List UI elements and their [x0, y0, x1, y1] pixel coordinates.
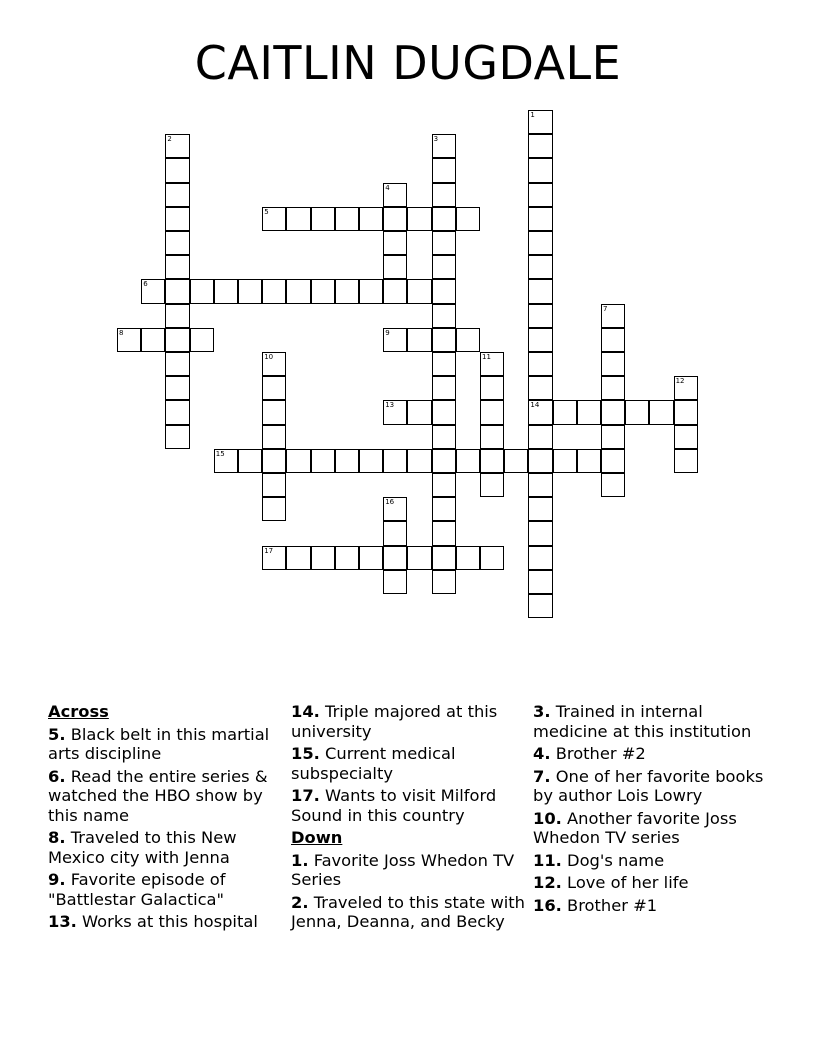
- cell-number: 1: [530, 111, 535, 119]
- grid-cell[interactable]: [165, 231, 189, 255]
- grid-cell[interactable]: [383, 521, 407, 545]
- cell-number: 4: [385, 183, 390, 192]
- grid-cell[interactable]: [528, 279, 552, 303]
- clue-across-13[interactable]: 13. Works at this hospital: [48, 912, 258, 931]
- grid-cell[interactable]: [480, 352, 504, 376]
- clue-down-4[interactable]: 4. Brother #2: [533, 744, 646, 763]
- grid-cell[interactable]: [528, 328, 552, 352]
- grid-cell[interactable]: [262, 497, 286, 521]
- grid-cell[interactable]: [165, 352, 189, 376]
- grid-cell[interactable]: [407, 546, 431, 570]
- grid-cell[interactable]: [528, 473, 552, 497]
- grid-cell[interactable]: [601, 304, 625, 328]
- grid-cell[interactable]: [262, 376, 286, 400]
- cell-number: 2: [167, 135, 172, 144]
- grid-cell[interactable]: [480, 425, 504, 449]
- cell-number: 6: [143, 280, 148, 289]
- cell-number: 14: [530, 401, 540, 410]
- grid-cell[interactable]: [674, 400, 698, 424]
- clue-across-5[interactable]: 5. Black belt in this martial arts discipline: [48, 724, 270, 763]
- grid-cell[interactable]: [383, 255, 407, 279]
- grid-cell[interactable]: [311, 449, 335, 473]
- clue-down-7[interactable]: 7. One of her favorite books by author Lois Lowry: [533, 766, 764, 805]
- grid-cell[interactable]: [432, 400, 456, 424]
- grid-cell[interactable]: [165, 425, 189, 449]
- grid-cell[interactable]: [407, 207, 431, 231]
- cell-number: 9: [385, 328, 390, 337]
- grid-cell[interactable]: [480, 376, 504, 400]
- grid-cell[interactable]: [165, 207, 189, 231]
- grid-cell[interactable]: [577, 449, 601, 473]
- clue-across-15[interactable]: 15. Current medical subspecialty: [291, 744, 456, 783]
- grid-cell[interactable]: [601, 352, 625, 376]
- grid-cell[interactable]: [359, 546, 383, 570]
- grid-cell[interactable]: [528, 400, 552, 424]
- grid-cell[interactable]: [165, 400, 189, 424]
- grid-cell[interactable]: [674, 376, 698, 400]
- clue-down-2[interactable]: 2. Traveled to this state with Jenna, Deanna, and Becky: [291, 892, 525, 931]
- grid-cell[interactable]: [432, 231, 456, 255]
- grid-cell[interactable]: [432, 183, 456, 207]
- cell-number: 15: [215, 449, 225, 458]
- grid-cell[interactable]: [528, 546, 552, 570]
- grid-cell[interactable]: [190, 328, 214, 352]
- clue-column-2: [291, 702, 527, 935]
- grid-cell[interactable]: [432, 449, 456, 473]
- cell-number: 5: [264, 207, 269, 216]
- grid-cell[interactable]: [286, 279, 310, 303]
- grid-cell[interactable]: [432, 328, 456, 352]
- grid-cell[interactable]: [335, 449, 359, 473]
- grid-cell[interactable]: [528, 158, 552, 182]
- grid-cell[interactable]: [383, 231, 407, 255]
- clue-across-8[interactable]: 8. Traveled to this New Mexico city with Jenna: [48, 828, 237, 867]
- grid-cell[interactable]: [165, 279, 189, 303]
- grid-cell[interactable]: [528, 207, 552, 231]
- grid-cell[interactable]: [383, 497, 407, 521]
- grid-cell[interactable]: [601, 425, 625, 449]
- grid-cell[interactable]: [528, 425, 552, 449]
- clue-down-11[interactable]: 11. Dog's name: [533, 850, 665, 870]
- grid-cell[interactable]: [238, 279, 262, 303]
- grid-cell[interactable]: [674, 449, 698, 473]
- grid-cell[interactable]: [165, 255, 189, 279]
- across-header: Across: [48, 702, 109, 721]
- grid-cell[interactable]: [286, 207, 310, 231]
- grid-cell[interactable]: [432, 255, 456, 279]
- cell-number: 17: [264, 546, 274, 555]
- grid-cell[interactable]: [165, 183, 189, 207]
- grid-cell[interactable]: [359, 279, 383, 303]
- grid-cell[interactable]: [407, 328, 431, 352]
- grid-cell[interactable]: [480, 546, 504, 570]
- grid-cell[interactable]: [432, 425, 456, 449]
- grid-cell[interactable]: [165, 304, 189, 328]
- grid-cell[interactable]: [262, 546, 286, 570]
- grid-cell[interactable]: [262, 352, 286, 376]
- grid-cell[interactable]: [528, 449, 552, 473]
- grid-cell[interactable]: [359, 449, 383, 473]
- grid-cell[interactable]: [432, 134, 456, 158]
- grid-cell[interactable]: [214, 279, 238, 303]
- grid-cell[interactable]: [165, 328, 189, 352]
- clue-down-1[interactable]: 1. Favorite Joss Whedon TV Series: [291, 850, 515, 889]
- grid-cell[interactable]: [456, 328, 480, 352]
- grid-cell[interactable]: [359, 207, 383, 231]
- grid-cell[interactable]: [117, 328, 141, 352]
- grid-cell[interactable]: [383, 183, 407, 207]
- grid-cell[interactable]: [528, 255, 552, 279]
- grid-cell[interactable]: [407, 400, 431, 424]
- grid-cell[interactable]: [480, 473, 504, 497]
- grid-cell[interactable]: [601, 376, 625, 400]
- grid-cell[interactable]: [432, 376, 456, 400]
- grid-cell[interactable]: [165, 376, 189, 400]
- clue-down-3[interactable]: 3. Trained in internal medicine at this institution: [533, 702, 752, 741]
- grid-cell[interactable]: [432, 207, 456, 231]
- clue-down-16[interactable]: 16. Brother #1: [533, 895, 658, 915]
- grid-cell[interactable]: [625, 400, 649, 424]
- grid-cell[interactable]: [165, 158, 189, 182]
- grid-cell[interactable]: [528, 497, 552, 521]
- grid-cell[interactable]: [528, 134, 552, 158]
- grid-cell[interactable]: [528, 570, 552, 594]
- grid-cell[interactable]: [286, 449, 310, 473]
- grid-cell[interactable]: [432, 304, 456, 328]
- grid-cell[interactable]: [238, 449, 262, 473]
- grid-cell[interactable]: [165, 134, 189, 158]
- grid-cell[interactable]: [504, 449, 528, 473]
- grid-cell[interactable]: [262, 473, 286, 497]
- grid-cell[interactable]: [214, 449, 238, 473]
- grid-cell[interactable]: [262, 207, 286, 231]
- clue-column-1: [48, 702, 284, 935]
- grid-cell[interactable]: [432, 279, 456, 303]
- cell-number: 10: [264, 353, 274, 361]
- grid-cell[interactable]: [601, 400, 625, 424]
- cell-number: 3: [433, 135, 439, 144]
- grid-cell[interactable]: [383, 279, 407, 303]
- grid-cell[interactable]: [528, 521, 552, 545]
- grid-cell[interactable]: [432, 473, 456, 497]
- grid-cell[interactable]: [456, 449, 480, 473]
- grid-cell[interactable]: [335, 546, 359, 570]
- grid-cell[interactable]: [383, 570, 407, 594]
- grid-cell[interactable]: [601, 473, 625, 497]
- grid-cell[interactable]: [383, 400, 407, 424]
- grid-cell[interactable]: [456, 546, 480, 570]
- clue-across-17[interactable]: 17. Wants to visit Milford Sound in this country: [291, 786, 497, 825]
- grid-cell[interactable]: [480, 449, 504, 473]
- grid-cell[interactable]: [190, 279, 214, 303]
- grid-cell[interactable]: [335, 279, 359, 303]
- grid-cell[interactable]: [335, 207, 359, 231]
- cell-number: 16: [385, 498, 395, 507]
- grid-cell[interactable]: [456, 207, 480, 231]
- grid-cell[interactable]: [528, 304, 552, 328]
- grid-cell[interactable]: [528, 110, 552, 134]
- grid-cell[interactable]: [577, 400, 601, 424]
- grid-cell[interactable]: [480, 400, 504, 424]
- grid-cell[interactable]: [141, 328, 165, 352]
- grid-cell[interactable]: [407, 279, 431, 303]
- grid-cell[interactable]: [601, 328, 625, 352]
- grid-cell[interactable]: [432, 158, 456, 182]
- grid-cell[interactable]: [383, 328, 407, 352]
- grid-cell[interactable]: [432, 570, 456, 594]
- grid-cell[interactable]: [311, 546, 335, 570]
- grid-cell[interactable]: [383, 207, 407, 231]
- grid-cell[interactable]: [383, 546, 407, 570]
- grid-cell[interactable]: [649, 400, 673, 424]
- grid-cell[interactable]: [311, 207, 335, 231]
- grid-cell[interactable]: [553, 400, 577, 424]
- grid-cell[interactable]: [528, 376, 552, 400]
- cell-number: 11: [482, 353, 491, 361]
- cell-number: 13: [385, 401, 395, 410]
- grid-cell[interactable]: [383, 449, 407, 473]
- grid-cell[interactable]: [286, 546, 310, 570]
- grid-cell[interactable]: [262, 279, 286, 303]
- grid-cell[interactable]: [432, 497, 456, 521]
- clue-across-6[interactable]: 6. Read the entire series & watched the HBO show by this name: [48, 766, 268, 825]
- clue-column-3: [533, 702, 769, 918]
- grid-cell[interactable]: [432, 546, 456, 570]
- grid-cell[interactable]: [141, 279, 165, 303]
- grid-cell[interactable]: [262, 400, 286, 424]
- clue-across-9[interactable]: 9. Favorite episode of "Battlestar Galactica": [48, 870, 226, 909]
- grid-cell[interactable]: [528, 594, 552, 618]
- clue-down-10[interactable]: 10. Another favorite Joss Whedon TV series: [533, 808, 737, 847]
- clue-down-12[interactable]: 12. Love of her life: [533, 873, 689, 892]
- down-header: Down: [291, 828, 343, 847]
- grid-cell[interactable]: [262, 425, 286, 449]
- grid-cell[interactable]: [262, 449, 286, 473]
- cell-number: 7: [603, 304, 608, 313]
- grid-cell[interactable]: [601, 449, 625, 473]
- grid-cell[interactable]: [407, 449, 431, 473]
- grid-cell[interactable]: [432, 352, 456, 376]
- cell-number: 8: [119, 328, 124, 337]
- grid-cell[interactable]: [528, 352, 552, 376]
- grid-cell[interactable]: [674, 425, 698, 449]
- grid-cell[interactable]: [553, 449, 577, 473]
- grid-cell[interactable]: [311, 279, 335, 303]
- grid-cell[interactable]: [528, 231, 552, 255]
- cell-number: 12: [675, 377, 685, 386]
- clue-across-14[interactable]: 14. Triple majored at this university: [291, 702, 498, 741]
- grid-cell[interactable]: [528, 183, 552, 207]
- puzzle-title: CAITLIN DUGDALE: [194, 36, 622, 90]
- grid-cell[interactable]: [432, 521, 456, 545]
